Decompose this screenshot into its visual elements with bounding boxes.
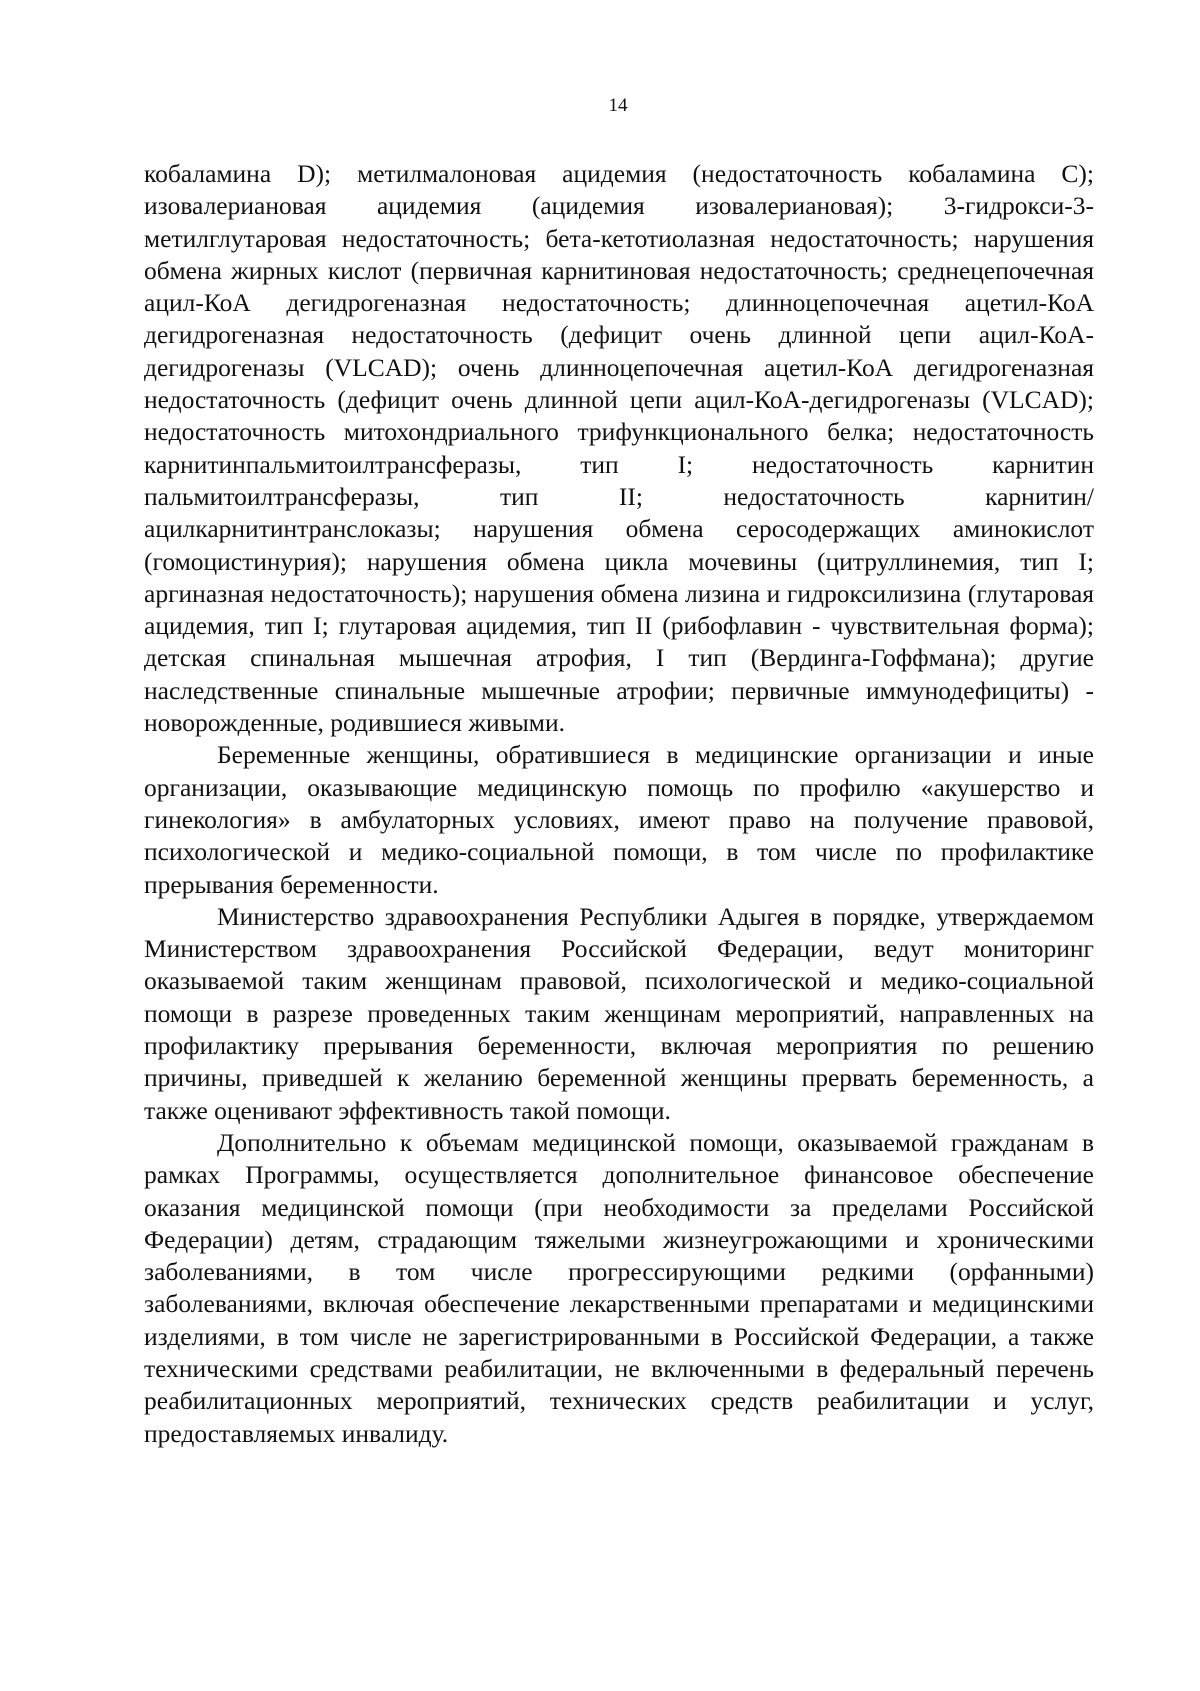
paragraph-additional-funding: Дополнительно к объемам медицинской помощи, оказываемой гражданам в рамках Программы, осуществляется дополнительное финансовое обеспечение оказания медицинской помощи (при необходимости за пределами Российской Федерации) детям, страдающим тяжелыми жизнеугрожающими и хроническими заболеваниями, в том числе прогрессирующими редкими (орфанными) заболеваниями, включая обеспечение лекарственными препаратами и медицинскими изделиями, в том числе не зарегистрированными в Российской Федерации, а также техническими средствами реабилитации, не включенными в федеральный перечень реабилитационных мероприятий, технических средств реабилитации и услуг, предоставляемых инвалиду.: [144, 1127, 1094, 1448]
page-number: 14: [608, 95, 628, 116]
document-body: [144, 158, 1094, 1450]
paragraph-disease-list: кобаламина D); метилмалоновая ацидемия (недостаточность кобаламина С); изовалериановая ацидемия (ацидемия изовалериановая); 3-гидрокси-3-метилглутаровая недостаточность; бета-кетотиолазная недостаточность; нарушения обмена жирных кислот (первичная карнитиновая недостаточность; среднецепочечная ацил-КоА дегидрогеназная недостаточность; длинноцепочечная ацетил-КоА дегидрогеназная недостаточность (дефицит очень длинной цепи ацил-КоА-дегидрогеназы (VLCAD); очень длинноцепочечная ацетил-КоА дегидрогеназная недостаточность (дефицит очень длинной цепи ацил-КоА-дегидрогеназы (VLCAD); недостаточность митохондриального трифункционального белка; недостаточность карнитинпальмитоилтрансферазы, тип I; недостаточность карнитин пальмитоилтрансферазы, тип II; недостаточность карнитин/ацилкарнитинтранслоказы; нарушения обмена серосодержащих аминокислот (гомоцистинурия); нарушения обмена цикла мочевины (цитруллинемия, тип I; аргиназная недостаточность); нарушения обмена лизина и гидроксилизина (глутаровая ацидемия, тип I; глутаровая ацидемия, тип II (рибофлавин - чувствительная форма); детская спинальная мышечная атрофия, I тип (Вердинга-Гоффмана); другие наследственные спинальные мышечные атрофии; первичные иммунодефициты) - новорожденные, родившиеся живыми.: [144, 159, 1094, 738]
paragraph-pregnant-women-rights: Беременные женщины, обратившиеся в медицинские организации и иные организации, оказывающие медицинскую помощь по профилю «акушерство и гинекология» в амбулаторных условиях, имеют право на получение правовой, психологической и медико-социальной помощи, в том числе по профилактике прерывания беременности.: [144, 740, 1094, 899]
paragraph-ministry-monitoring: Министерство здравоохранения Республики Адыгея в порядке, утверждаемом Министерством здравоохранения Российской Федерации, ведут мониторинг оказываемой таким женщинам правовой, психологической и медико-социальной помощи в разрезе проведенных таким женщинам мероприятий, направленных на профилактику прерывания беременности, включая мероприятия по решению причины, приведшей к желанию беременной женщины прервать беременность, а также оценивают эффективность такой помощи.: [144, 901, 1094, 1125]
